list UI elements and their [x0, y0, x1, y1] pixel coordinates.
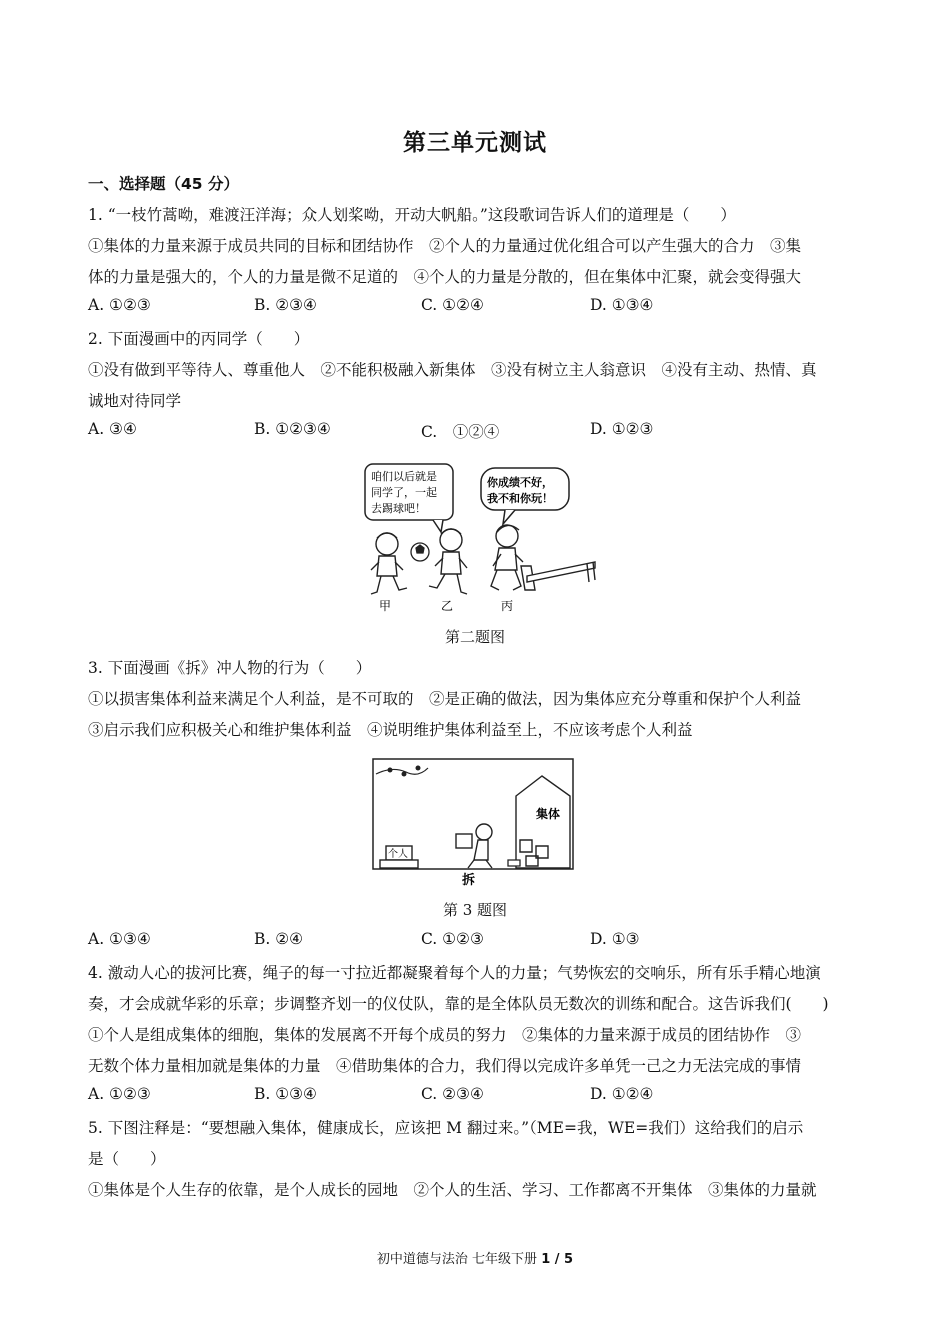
q2-option-c[interactable]: C. ①②④ — [421, 423, 500, 441]
q2-option-d[interactable]: D. ①②③ — [590, 420, 654, 438]
q4-option-a[interactable]: A. ①②③ — [88, 1085, 151, 1103]
bubble-right-line-1: 你成绩不好， — [487, 476, 553, 489]
child-bing — [491, 525, 523, 590]
q1-line2: 体的力量是强大的，个人的力量是微不足道的 ④个人的力量是分散的，但在集体中汇聚，就会变得强大 — [88, 268, 802, 286]
section-heading: 一、选择题（45 分） — [88, 175, 239, 193]
q4-option-c[interactable]: C. ②③④ — [421, 1085, 484, 1103]
label-jia: 甲 — [379, 599, 392, 613]
child-yi — [429, 529, 467, 594]
seesaw — [521, 562, 595, 590]
q3-cartoon — [370, 756, 576, 888]
q5-line1: 5. 下图注释是：“要想融入集体，健康成长，应该把 M 翻过来。”（ME=我，WE=我们）这给我们的启示 — [88, 1119, 804, 1137]
q2-stem: 2. 下面漫画中的丙同学（ ） — [88, 330, 310, 348]
bubble-left-line-1: 咱们以后就是 — [371, 470, 437, 483]
q2-option-b[interactable]: B. ①②③④ — [254, 420, 331, 438]
page-footer — [0, 1248, 950, 1267]
brick — [508, 860, 520, 866]
q2-line1: ①没有做到平等待人、尊重他人 ②不能积极融入新集体 ③没有树立主人翁意识 ④没有主动、热情、真 — [88, 361, 817, 379]
q3-figure-caption: 第 3 题图 — [442, 901, 508, 919]
q4-line3: ①个人是组成集体的细胞，集体的发展离不开每个成员的努力 ②集体的力量来源于成员的团结协作 ③ — [88, 1026, 802, 1044]
speech-bubble-right-tail — [503, 510, 515, 524]
cartoon-title: 拆 — [462, 873, 476, 888]
q4-option-b[interactable]: B. ①③④ — [254, 1085, 317, 1103]
box-label: 个人 — [388, 849, 408, 860]
q5-line2: 是（ ） — [88, 1150, 166, 1168]
bubble-left-line-2: 同学了，一起 — [371, 486, 437, 499]
house-label: 集体 — [536, 807, 561, 821]
q4-line1: 4. 激动人心的拔河比赛，绳子的每一寸拉近都凝聚着每个人的力量；气势恢宏的交响乐，所有乐手精心地演 — [88, 964, 821, 982]
q1-option-d[interactable]: D. ①③④ — [590, 296, 654, 314]
footer-text: 初中道德与法治 七年级下册 — [376, 1252, 538, 1267]
q4-line2: 奏，才会成就华彩的乐章；步调整齐划一的仪仗队，靠的是全体队员无数次的训练和配合。这告诉我们( ) — [88, 995, 829, 1013]
q3-option-b[interactable]: B. ②④ — [254, 930, 304, 948]
label-yi: 乙 — [441, 599, 454, 613]
speech-bubble-left-tail — [433, 520, 443, 532]
q3-option-a[interactable]: A. ①③④ — [88, 930, 151, 948]
child-jia — [371, 533, 407, 594]
q3-options — [88, 930, 868, 952]
q4-line4: 无数个体力量相加就是集体的力量 ④借助集体的合力，我们得以完成许多单凭一己之力无法完成的事情 — [88, 1057, 802, 1075]
q1-option-a[interactable]: A. ①②③ — [88, 296, 151, 314]
q1-option-c[interactable]: C. ①②④ — [421, 296, 484, 314]
q3-line2: ③启示我们应积极关心和维护集体利益 ④说明维护集体利益至上，不应该考虑个人利益 — [88, 721, 693, 739]
label-bing: 丙 — [501, 599, 514, 613]
q2-line2: 诚地对待同学 — [88, 392, 182, 410]
q4-option-d[interactable]: D. ①②④ — [590, 1085, 654, 1103]
bubble-right-line-2: 我不和你玩！ — [487, 492, 553, 505]
q2-options — [88, 420, 868, 442]
page-number: 1 / 5 — [541, 1252, 574, 1267]
q3-line1: ①以损害集体利益来满足个人利益，是不可取的 ②是正确的做法，因为集体应充分尊重和保护个人利益 — [88, 690, 802, 708]
q1-option-b[interactable]: B. ②③④ — [254, 296, 317, 314]
q3-option-c[interactable]: C. ①②③ — [421, 930, 484, 948]
bubble-left-line-3: 去踢球吧！ — [371, 502, 426, 515]
q1-line1: ①集体的力量来源于成员共同的目标和团结协作 ②个人的力量通过优化组合可以产生强大的合力 ③集 — [88, 237, 802, 255]
q2-figure-caption: 第二题图 — [444, 628, 505, 646]
collective-house — [516, 776, 570, 868]
q1-options — [88, 296, 868, 318]
q3-option-d[interactable]: D. ①③ — [590, 930, 640, 948]
soccer-ball-icon — [411, 543, 429, 561]
q5-line3: ①集体是个人生存的依靠，是个人成长的园地 ②个人的生活、学习、工作都离不开集体 ③集体的力量就 — [88, 1181, 817, 1199]
q2-cartoon — [355, 458, 600, 616]
page-title: 第三单元测试 — [403, 130, 547, 156]
q1-stem: 1. “一枝竹蒿呦，难渡汪洋海；众人划桨呦，开动大帆船。”这段歌词告诉人们的道理是（ ） — [88, 206, 736, 224]
q2-option-a[interactable]: A. ③④ — [88, 420, 137, 438]
q4-options — [88, 1085, 868, 1107]
q3-stem: 3. 下面漫画《拆》冲人物的行为（ ） — [88, 659, 372, 677]
